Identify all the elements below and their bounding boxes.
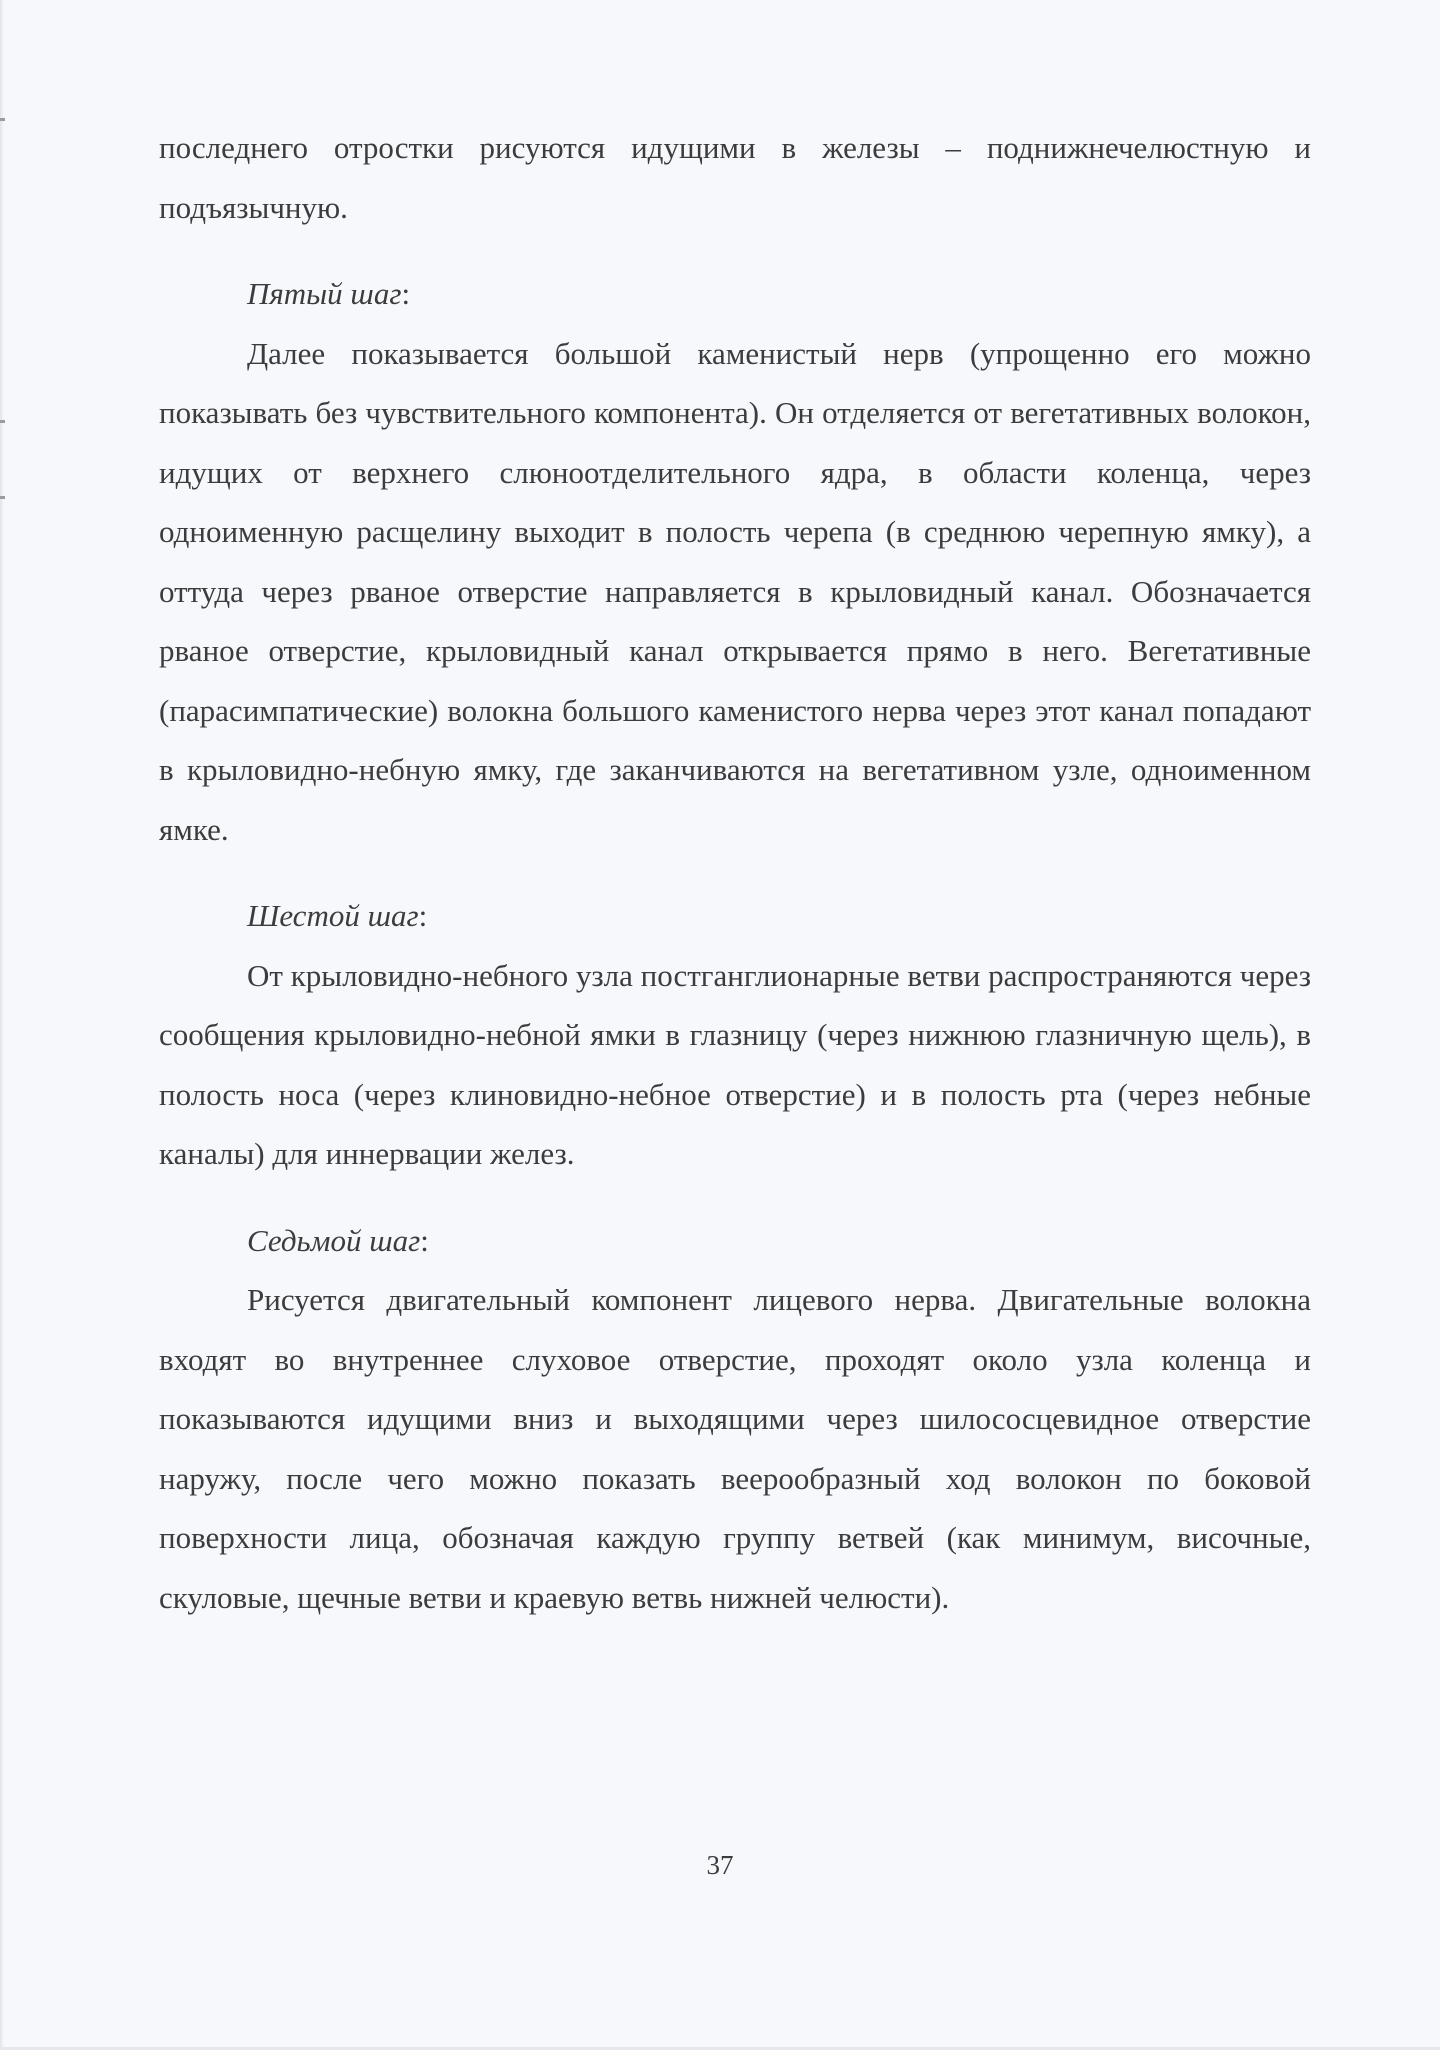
scan-mark [0,496,5,499]
step-heading-colon: : [401,276,411,311]
paragraph-step-6: От крыловидно-небного узла постганглионарные ветви распространяются через сообщения крыловидно-небной ямки в глазницу (через нижнюю глазничную щель), в полость носа (через клиновидно-небное отверстие) и в полость рта (через небные каналы) для иннервации желез. [159,957,1311,1171]
scan-left-edge [0,0,4,2050]
body-text [159,118,1311,1627]
step-heading-7 [159,1211,1311,1271]
step-heading-6 [159,886,1311,946]
scan-mark [0,420,5,423]
paragraph-step-7: Рисуется двигательный компонент лицевого нерва. Двигательные волокна входят во внутреннее слуховое отверстие, проходят около узла коленца и показываются идущими вниз и выходящими через шилососцевидное отверстие наружу, после чего можно показать веерообразный ход волокон по боковой поверхности лица, обозначая каждую группу ветвей (как минимум, височные, скуловые, щечные ветви и краевую ветвь нижней челюсти). [159,1282,1311,1615]
step-heading-label: Пятый шаг [247,276,402,311]
scan-mark [0,118,5,121]
step-heading-5 [159,264,1311,324]
paragraph-continuation: последнего отростки рисуются идущими в железы – поднижнечелюстную и подъязычную. [159,130,1311,225]
page-number: 37 [706,1850,734,1880]
step-heading-label: Шестой шаг [247,898,419,933]
paragraph-step-5: Далее показывается большой каменистый нерв (упрощенно его можно показывать без чувствительного компонента). Он отделяется от вегетативных волокон, идущих от верхнего слюноотделительного ядра, в области коленца, через одноименную расщелину выходит в полость черепа (в среднюю черепную ямку), а оттуда через рваное отверстие направляется в крыловидный канал. Обозначается рваное отверстие, крыловидный канал открывается прямо в него. Вегетативные (парасимпатические) волокна большого каменистого нерва через этот канал попадают в крыловидно-небную ямку, где заканчиваются на вегетативном узле, одноименном ямке. [159,335,1311,847]
step-heading-colon: : [418,898,428,933]
step-heading-colon: : [420,1222,429,1258]
step-heading-label: Седьмой шаг [247,1222,421,1258]
